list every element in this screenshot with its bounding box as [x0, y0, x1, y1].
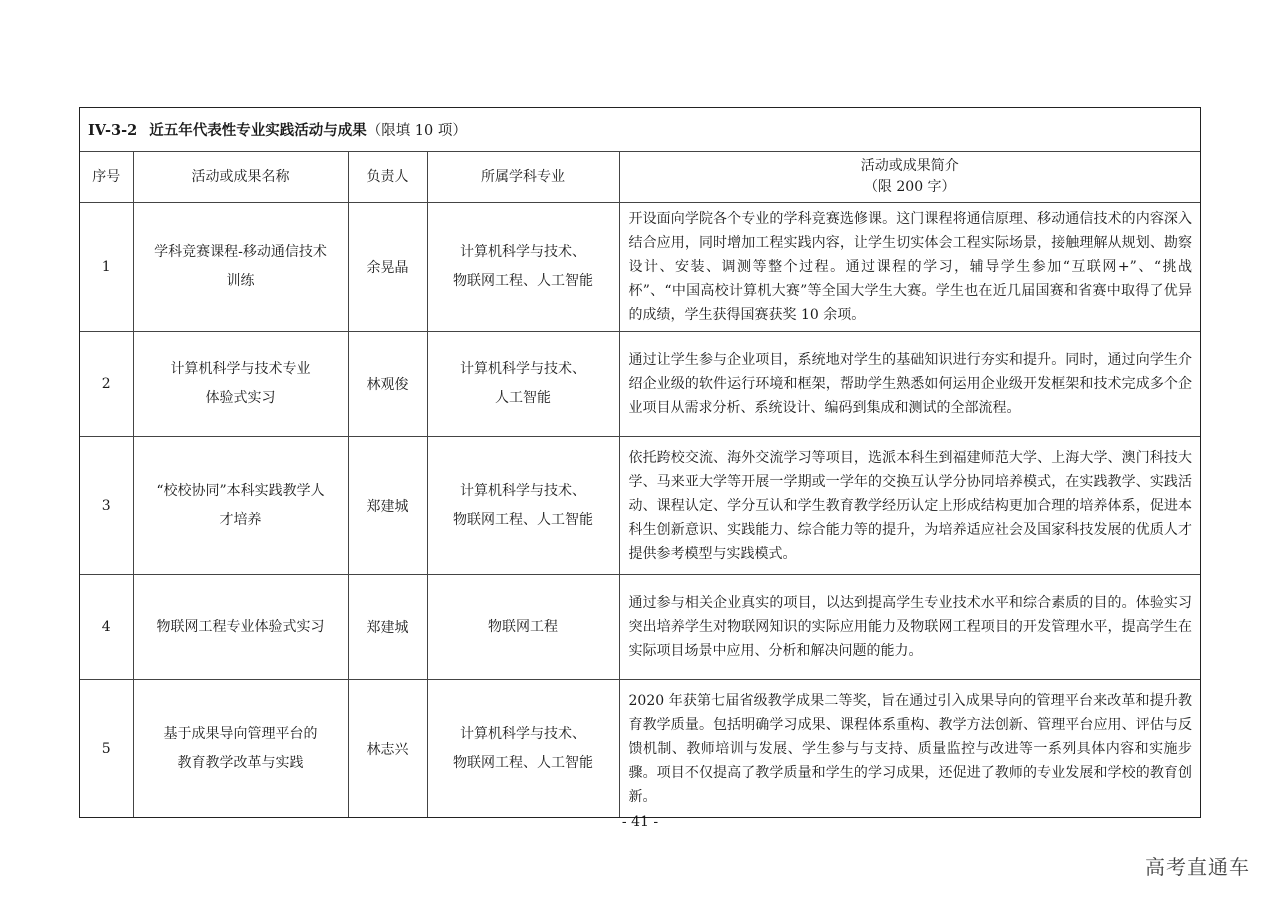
- header-major: 所属学科专业: [427, 152, 619, 203]
- row-lead: 林观俊: [348, 332, 427, 437]
- section-code: IV-3-2: [88, 122, 138, 139]
- table-row: [80, 680, 1200, 818]
- row-lead: 林志兴: [348, 680, 427, 818]
- row-name: 计算机科学与技术专业 体验式实习: [133, 332, 348, 437]
- row-name: 学科竞赛课程-移动通信技术 训练: [133, 203, 348, 332]
- header-name: 活动或成果名称: [133, 152, 348, 203]
- row-lead: 余晃晶: [348, 203, 427, 332]
- table-row: [80, 332, 1200, 437]
- achievement-table-frame: [79, 107, 1201, 818]
- section-title: [80, 108, 1200, 152]
- row-index: 1: [80, 203, 133, 332]
- row-major: 计算机科学与技术、 物联网工程、人工智能: [427, 680, 619, 818]
- row-index: 4: [80, 575, 133, 680]
- achievement-table: [80, 108, 1200, 817]
- row-name: 物联网工程专业体验式实习: [133, 575, 348, 680]
- row-major: 计算机科学与技术、 物联网工程、人工智能: [427, 437, 619, 575]
- header-index: 序号: [80, 152, 133, 203]
- header-desc-line1: 活动或成果简介: [860, 158, 959, 174]
- header-desc-line2: （限 200 字）: [863, 179, 956, 195]
- row-desc: 通过让学生参与企业项目，系统地对学生的基础知识进行夯实和提升。同时，通过向学生介绍企业级的软件运行环境和框架，帮助学生熟悉如何运用企业级开发框架和技术完成多个企业项目从需求分析、系统设计、编码到集成和测试的全部流程。: [619, 332, 1200, 437]
- table-header-row: [80, 152, 1200, 203]
- watermark-text: 高考直通车: [1145, 855, 1250, 879]
- header-lead: 负责人: [348, 152, 427, 203]
- page-number: - 41 -: [621, 814, 659, 830]
- row-lead: 郑建城: [348, 437, 427, 575]
- row-desc: 依托跨校交流、海外交流学习等项目，选派本科生到福建师范大学、上海大学、澳门科技大学、马来亚大学等开展一学期或一学年的交换互认学分协同培养模式，在实践教学、实践活动、课程认定、学分互认和学生教育教学经历认定上形成结构更加合理的培养体系，促进本科生创新意识、实践能力、综合能力等的提升，为培养适应社会及国家科技发展的优质人才提供参考模型与实践模式。: [619, 437, 1200, 575]
- row-desc: 2020 年获第七届省级教学成果二等奖，旨在通过引入成果导向的管理平台来改革和提升教育教学质量。包括明确学习成果、课程体系重构、教学方法创新、管理平台应用、评估与反馈机制、教师培训与发展、学生参与与支持、质量监控与改进等一系列具体内容和实施步骤。项目不仅提高了教学质量和学生的学习成果，还促进了教师的专业发展和学校的教育创新。: [619, 680, 1200, 818]
- row-lead: 郑建城: [348, 575, 427, 680]
- table-row: [80, 203, 1200, 332]
- row-major: 计算机科学与技术、 物联网工程、人工智能: [427, 203, 619, 332]
- section-note: （限填 10 项）: [366, 123, 467, 139]
- row-major: 物联网工程: [427, 575, 619, 680]
- row-desc: 通过参与相关企业真实的项目，以达到提高学生专业技术水平和综合素质的目的。体验实习突出培养学生对物联网知识的实际应用能力及物联网工程项目的开发管理水平，提高学生在实际项目场景中应用、分析和解决问题的能力。: [619, 575, 1200, 680]
- row-name: 基于成果导向管理平台的 教育教学改革与实践: [133, 680, 348, 818]
- row-index: 5: [80, 680, 133, 818]
- table-row: [80, 437, 1200, 575]
- row-index: 3: [80, 437, 133, 575]
- header-desc: [619, 152, 1200, 203]
- row-major: 计算机科学与技术、 人工智能: [427, 332, 619, 437]
- row-desc: 开设面向学院各个专业的学科竞赛选修课。这门课程将通信原理、移动通信技术的内容深入结合应用，同时增加工程实践内容，让学生切实体会工程实际场景，接触理解从规划、勘察设计、安装、调测等整个过程。通过课程的学习，辅导学生参加“互联网+”、“挑战杯”、“中国高校计算机大赛”等全国大学生大赛。学生也在近几届国赛和省赛中取得了优异的成绩，学生获得国赛获奖 10 余项。: [619, 203, 1200, 332]
- row-name: “校校协同”本科实践教学人 才培养: [133, 437, 348, 575]
- section-name: 近五年代表性专业实践活动与成果: [149, 122, 367, 139]
- row-index: 2: [80, 332, 133, 437]
- table-row: [80, 575, 1200, 680]
